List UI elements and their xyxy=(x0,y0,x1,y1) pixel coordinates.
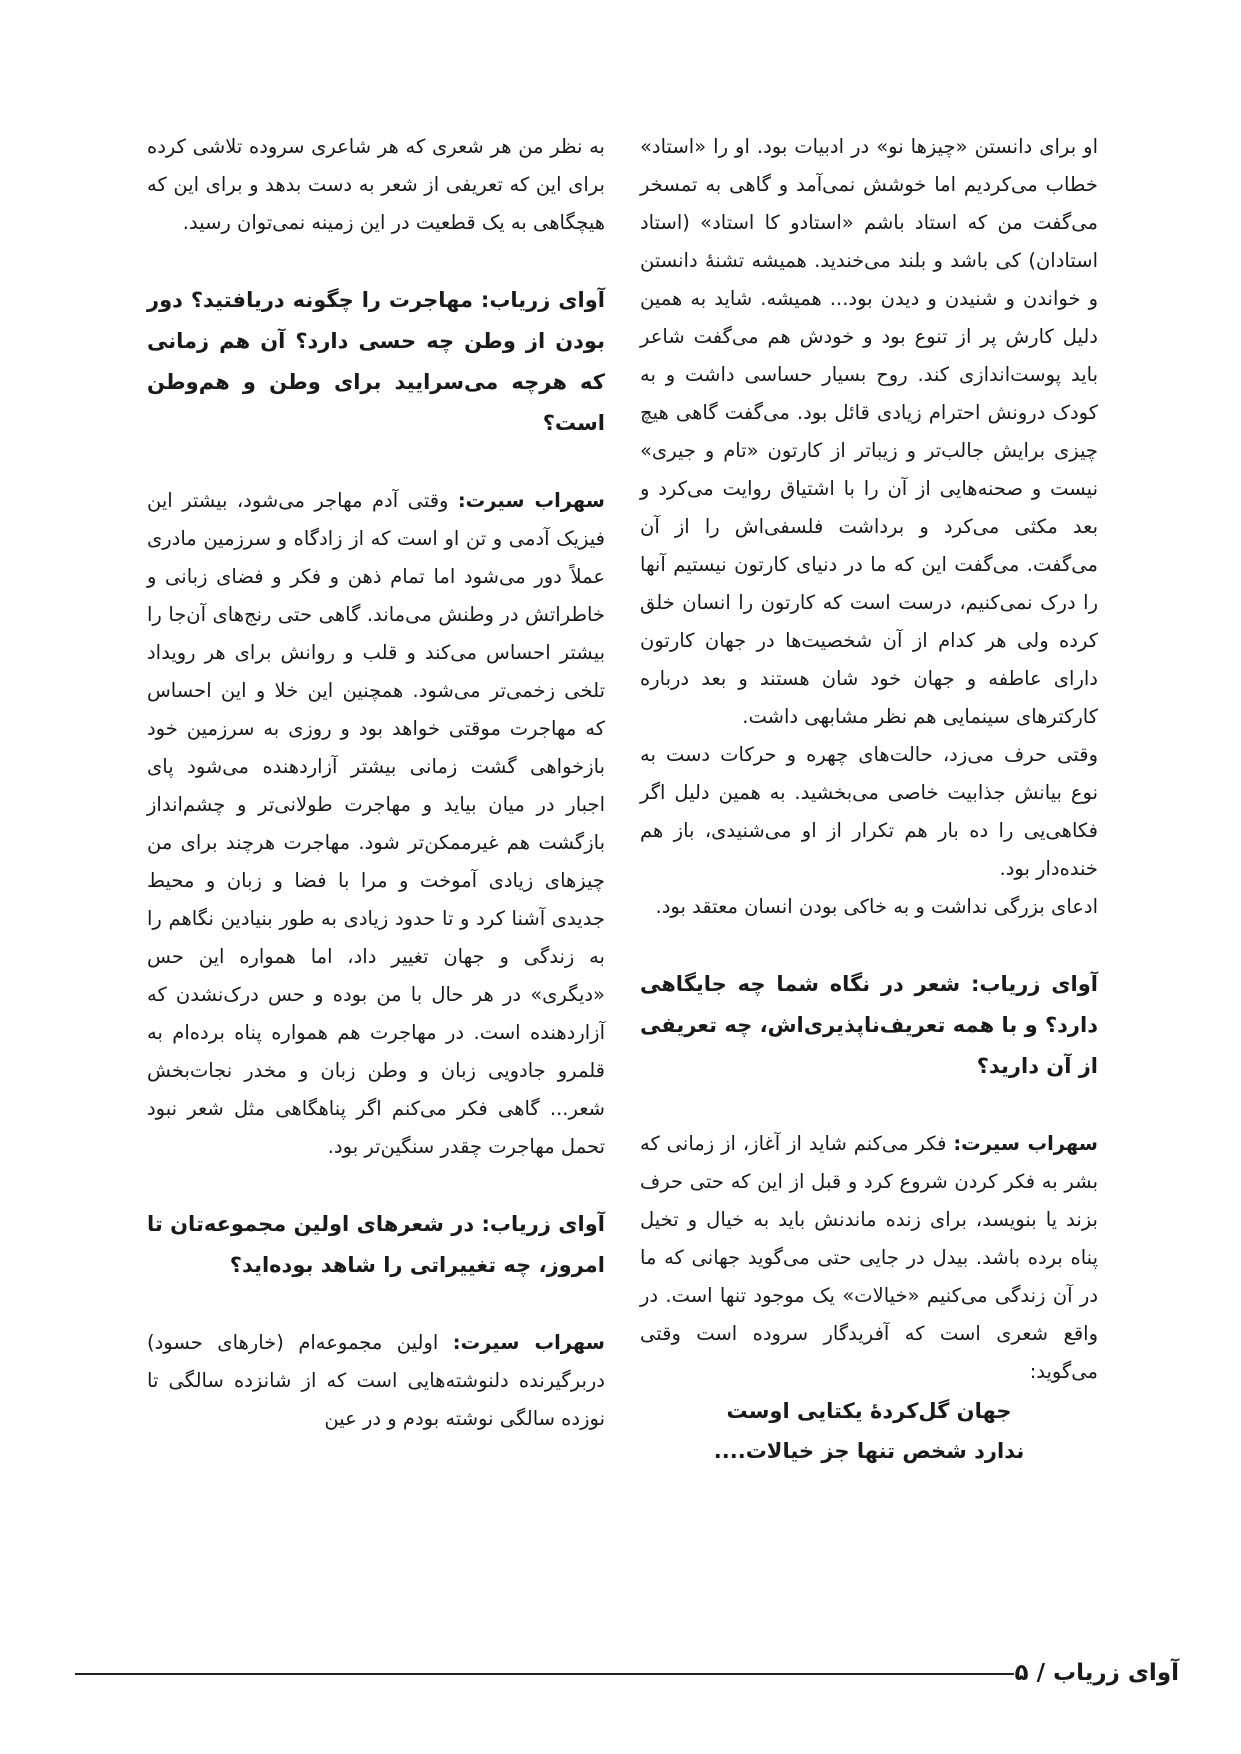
left-column xyxy=(147,128,605,1438)
speaker-name: سهراب سیرت: xyxy=(452,1331,605,1354)
verse-line: جهان گل‌کردهٔ یکتایی اوست xyxy=(726,1399,1012,1423)
answer-text: وقتی آدم مهاجر می‌شود، بیشتر این فیزیک آدمی و تن او است که از زادگاه و سرزمین مادری عملاً دور می‌شود اما تمام ذهن و فکر و فضای زبانی و خاطراتش در وطنش می‌ماند. گاهی حتی رنج‌های آن‌جا را بیشتر احساس می‌کند و قلب و روانش برای هر رویداد تلخی زخمی‌تر می‌شود. همچنین این خلا و این احساس که مهاجرت موقتی خواهد بود و روزی به سرزمین خود بازخواهی گشت زمانی بیشتر آزاردهنده می‌شود پای اجبار در میان بیاید و مهاجرت طولانی‌تر و چشم‌انداز بازگشت هم غیرممکن‌تر شود. مهاجرت هرچند برای من چیزهای زیادی آموخت و مرا با فضا و زبان و محیط جدیدی آشنا کرد و تا حدود زیادی به طور بنیادین نگاهم را به زندگی و جهان تغییر داد، اما همواره این حس «دیگری» در هر حال با من بوده و حس درک‌نشدن که آزاردهنده است. در مهاجرت هم همواره پناه برده‌ام به قلمرو جادویی زبان و وطن زبان و مخدر نجات‌بخش شعر... گاهی فکر می‌کنم اگر پناهگاهی مثل شعر نبود تحمل مهاجرت چقدر سنگین‌تر بود. xyxy=(147,489,605,1158)
paragraph: او برای دانستن «چیزها نو» در ادبیات بود. او را «استاد» خطاب می‌کردیم اما خوشش نمی‌آمد و گاهی به تمسخر می‌گفت من که استاد باشم «استادو کا استاد» (استاد استادان) کی باشد و بلند می‌خندید. همیشه تشنهٔ دانستن و خواندن و شنیدن و دیدن بود... همیشه. شاید به همین دلیل کارش پر از تنوع بود و خودش هم می‌گفت شاعر باید پوست‌اندازی کند. روح بسیار حساسی داشت و به کودک درونش احترام زیادی قائل بود. می‌گفت گاهی هیچ چیزی برایش جالب‌تر و زیباتر از کارتون «تام و جیری» نیست و صحنه‌هایی از آن را با اشتیاق روایت می‌کرد و بعد مکثی می‌کرد و برداشت فلسفی‌اش را از آن می‌گفت. می‌گفت این که ما در دنیای کارتون نیستیم آنها را درک نمی‌کنیم، درست است که کارتون را انسان خلق کرده ولی هر کدام از آن شخصیت‌ها در جهان کارتون دارای عاطفه و جهان خود شان هستند و بعد درباره کارکترهای سینمایی هم نظر مشابهی داشت. xyxy=(640,135,1098,728)
interview-answer xyxy=(640,1125,1098,1391)
interview-question: آوای زریاب: شعر در نگاه شما چه جایگاهی دارد؟ و با همه تعریف‌ناپذیری‌اش، چه تعریفی از آن دارید؟ xyxy=(640,972,1098,1078)
answer-text: اولین مجموعه‌ام (خارهای حسود) دربرگیرنده دلنوشته‌هایی است که از شانزده سالگی تا نوزده سالگی نوشته بودم و در عین xyxy=(147,1331,605,1430)
interview-question: آوای زریاب: در شعرهای اولین مجموعه‌تان تا امروز، چه تغییراتی را شاهد بوده‌اید؟ xyxy=(147,1212,605,1277)
footer-title: آوای زریاب / ۵ xyxy=(1014,1660,1179,1686)
paragraph: وقتی حرف می‌زد، حالت‌های چهره و حرکات دست به نوع بیانش جذابیت خاصی می‌بخشید. به همین دلیل اگر فکاهی‌یی را ده بار هم تکرار از او می‌شنیدی، باز هم خنده‌دار بود. xyxy=(640,743,1098,880)
interview-answer xyxy=(147,1324,605,1438)
answer-text: فکر می‌کنم شاید از آغاز، از زمانی که بشر به فکر کردن شروع کرد و قبل از این که حتی حرف بزند یا بنویسد، برای زنده ماندنش باید به خیال و تخیل پناه برده باشد. بیدل در جایی حتی می‌گوید جهانی که ما در آن زندگی می‌کنیم «خیالات» یک موجود تنها است. در واقع شعری است که آفریدگار سروده است وقتی می‌گوید: xyxy=(640,1132,1098,1383)
speaker-name: سهراب سیرت: xyxy=(457,489,605,512)
speaker-name: سهراب سیرت: xyxy=(953,1132,1098,1155)
verse-line: ندارد شخص تنها جز خیالات.... xyxy=(713,1439,1025,1463)
paragraph: ادعای بزرگی نداشت و به خاکی بودن انسان معتقد بود. xyxy=(655,895,1098,918)
interview-answer xyxy=(147,482,605,1166)
footer-rule xyxy=(75,1673,1014,1675)
page-footer xyxy=(75,1653,1179,1693)
right-column xyxy=(640,128,1098,1471)
interview-question: آوای زریاب: مهاجرت را چگونه دریافتید؟ دور بودن از وطن چه حسی دارد؟ آن هم زمانی که هرچه می‌سرایید برای وطن و هم‌وطن است؟ xyxy=(147,288,605,435)
paragraph: به نظر من هر شعری که هر شاعری سروده تلاشی کرده برای این که تعریفی از شعر به دست بدهد و برای این که هیچگاهی به یک قطعیت در این زمینه نمی‌توان رسید. xyxy=(147,135,605,234)
